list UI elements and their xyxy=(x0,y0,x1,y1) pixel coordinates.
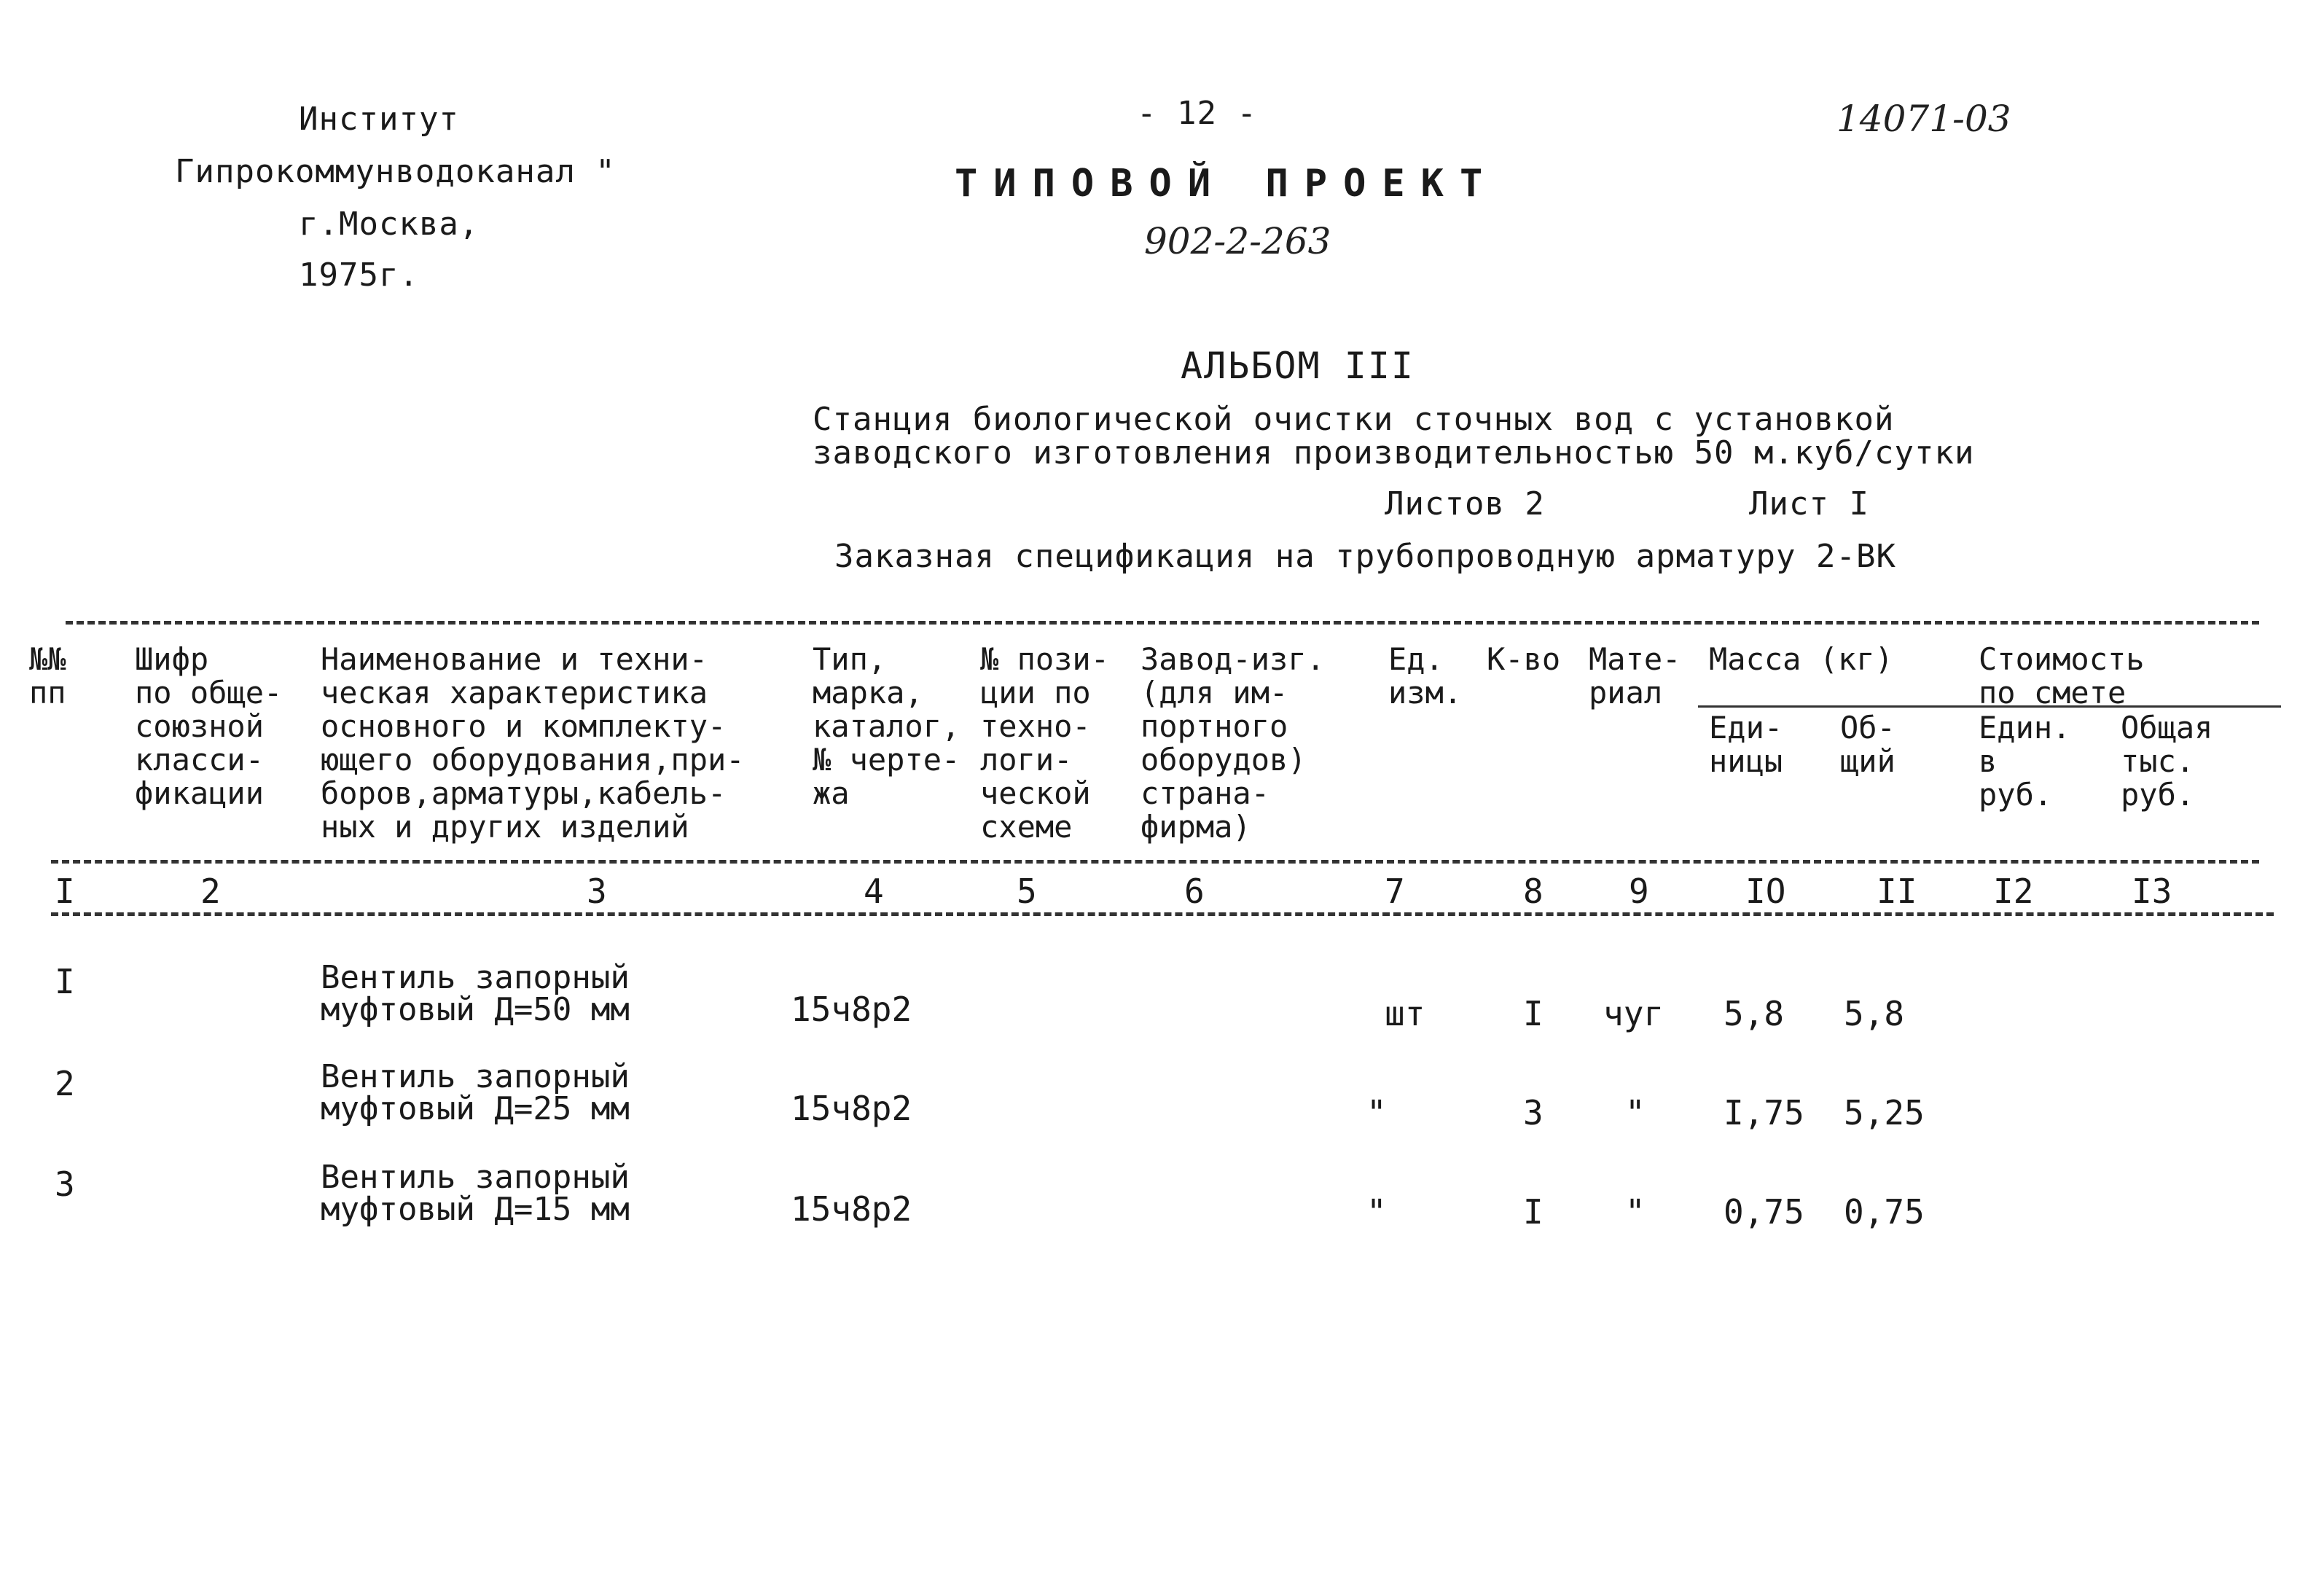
item-type: 15ч8р2 xyxy=(791,990,912,1029)
col-header-material: Мате- риал xyxy=(1589,641,1681,711)
item-name: Вентиль запорный муфтовый Д=50 мм xyxy=(321,959,630,1028)
col-header-name: Наименование и техни- ческая характеристика основного и комплекту- ющего оборудования,при- боров,арматуры,кабель- ных и других изделий xyxy=(321,641,745,845)
col-number-5: 5 xyxy=(1017,872,1037,911)
col-header-cost-unit: Един. в руб. xyxy=(1979,710,2071,813)
col-header-manufacturer: Завод-изг. (для им- портного оборудов) страна- фирма) xyxy=(1141,641,1325,845)
item-mass-total: 5,8 xyxy=(1844,994,1905,1033)
col-number-11: II xyxy=(1877,872,1917,911)
org-year: 1975г. xyxy=(299,257,419,294)
col-number-2: 2 xyxy=(200,872,221,911)
org-city: г.Москва, xyxy=(299,206,480,243)
col-number-13: I3 xyxy=(2132,872,2172,911)
item-mass-unit: 0,75 xyxy=(1724,1192,1804,1232)
col-number-10: IO xyxy=(1745,872,1786,911)
col-header-mass-group: Масса (кг) xyxy=(1709,641,1893,677)
item-unit: " xyxy=(1366,1192,1387,1232)
col-header-type: Тип, марка, каталог, № черте- жа xyxy=(813,641,960,811)
item-name: Вентиль запорный муфтовый Д=15 мм xyxy=(321,1159,630,1228)
item-material: чуг xyxy=(1603,994,1664,1033)
col-header-cost-total: Общая тыс. руб. xyxy=(2121,710,2213,813)
document-code: 14071-03 xyxy=(1836,98,2011,140)
item-mass-total: 5,25 xyxy=(1844,1093,1925,1132)
header-bottom-rule xyxy=(51,860,2259,864)
album-title: АЛЬБОМ III xyxy=(1181,345,1415,387)
item-quantity: I xyxy=(1523,1192,1544,1232)
description-line2: заводского изготовления производительностью 50 м.куб/сутки xyxy=(813,434,1975,471)
org-name-line2: Гипрокоммунводоканал " xyxy=(175,153,616,190)
col-header-quantity: К-во xyxy=(1487,641,1561,677)
project-label: ТИПОВОЙ ПРОЕКТ xyxy=(955,162,1499,206)
specification-title: Заказная спецификация на трубопроводную арматуру 2-ВК xyxy=(834,538,1896,575)
col-number-12: I2 xyxy=(1993,872,2034,911)
col-number-1: I xyxy=(55,872,75,911)
row-number: 2 xyxy=(55,1064,75,1103)
column-number-rule xyxy=(51,912,2274,916)
col-header-mass-total: Об- щий xyxy=(1840,710,1895,779)
page-number: - 12 - xyxy=(1137,95,1257,132)
item-name: Вентиль запорный муфтовый Д=25 мм xyxy=(321,1058,630,1127)
item-type: 15ч8р2 xyxy=(791,1189,912,1229)
description-line1: Станция биологической очистки сточных вод с установкой xyxy=(813,401,1895,438)
col-header-code: Шифр по обще- союзной класси- фикации xyxy=(135,641,283,811)
col-header-position: № пози- ции по техно- логи- ческой схеме xyxy=(980,641,1110,845)
item-quantity: 3 xyxy=(1523,1093,1544,1132)
col-header-cost-group: Стоимость по смете xyxy=(1979,641,2145,711)
item-material: " xyxy=(1625,1192,1646,1232)
row-number: I xyxy=(55,962,75,1001)
col-number-6: 6 xyxy=(1184,872,1205,911)
item-unit: шт xyxy=(1385,994,1425,1033)
item-mass-total: 0,75 xyxy=(1844,1192,1925,1232)
sheet-number: Лист I xyxy=(1749,485,1869,522)
item-unit: " xyxy=(1366,1093,1387,1132)
org-name-line1: Институт xyxy=(299,101,459,138)
item-mass-unit: I,75 xyxy=(1724,1093,1804,1132)
col-number-3: 3 xyxy=(587,872,607,911)
col-header-unit: Ед. изм. xyxy=(1388,641,1463,711)
sheets-total: Листов 2 xyxy=(1385,485,1545,522)
item-quantity: I xyxy=(1523,994,1544,1033)
item-type: 15ч8р2 xyxy=(791,1089,912,1128)
col-number-4: 4 xyxy=(864,872,884,911)
project-number: 902-2-263 xyxy=(1144,220,1331,262)
item-mass-unit: 5,8 xyxy=(1724,994,1785,1033)
col-header-mass-unit: Еди- ницы xyxy=(1709,710,1783,779)
col-number-7: 7 xyxy=(1385,872,1405,911)
col-number-8: 8 xyxy=(1523,872,1544,911)
row-number: 3 xyxy=(55,1165,75,1204)
col-number-9: 9 xyxy=(1629,872,1649,911)
col-header-no: №№ пп xyxy=(29,641,66,711)
item-material: " xyxy=(1625,1093,1646,1132)
table-top-rule xyxy=(66,621,2259,625)
